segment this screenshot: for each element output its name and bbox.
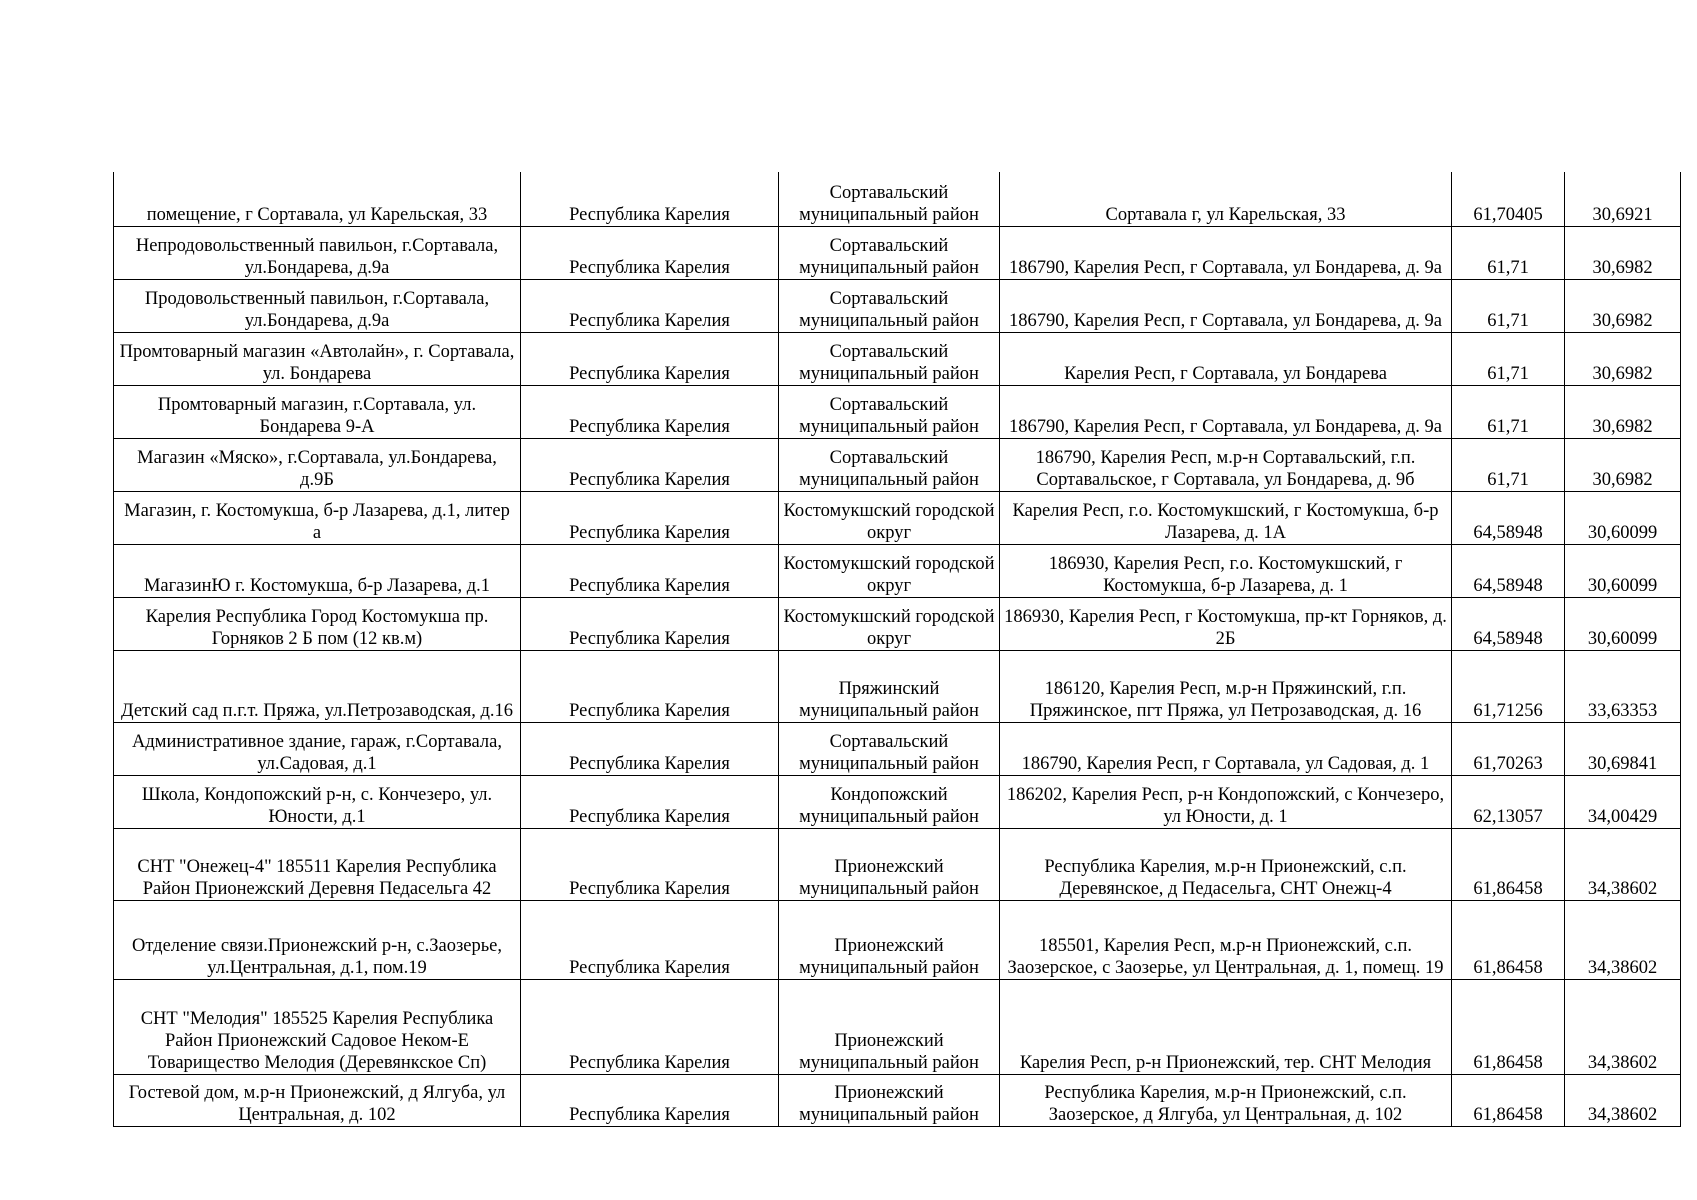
region-cell: Республика Карелия (521, 1074, 779, 1126)
address-cell: 186790, Карелия Респ, г Сортавала, ул Бондарева, д. 9а (1000, 226, 1452, 279)
object-name-cell: Школа, Кондопожский р-н, с. Кончезеро, ул. Юности, д.1 (114, 775, 521, 828)
longitude-cell: 34,00429 (1565, 775, 1681, 828)
region-cell: Республика Карелия (521, 438, 779, 491)
longitude-cell: 30,60099 (1565, 544, 1681, 597)
address-cell: Карелия Респ, р-н Прионежский, тер. СНТ Мелодия (1000, 979, 1452, 1074)
latitude-cell: 61,71 (1452, 438, 1565, 491)
region-cell: Республика Карелия (521, 544, 779, 597)
longitude-cell: 34,38602 (1565, 979, 1681, 1074)
latitude-cell: 64,58948 (1452, 491, 1565, 544)
table-row (114, 172, 1681, 226)
table-row (114, 438, 1681, 491)
object-name-cell: Продовольственный павильон, г.Сортавала, ул.Бондарева, д.9а (114, 279, 521, 332)
longitude-cell: 33,63353 (1565, 650, 1681, 722)
region-cell: Республика Карелия (521, 597, 779, 650)
district-cell: Сортавальский муниципальный район (779, 172, 1000, 226)
object-name-cell: Непродовольственный павильон, г.Сортавала, ул.Бондарева, д.9а (114, 226, 521, 279)
longitude-cell: 30,6982 (1565, 438, 1681, 491)
object-name-cell: Магазин, г. Костомукша, б-р Лазарева, д.1, литер а (114, 491, 521, 544)
table-row (114, 828, 1681, 900)
latitude-cell: 61,70405 (1452, 172, 1565, 226)
table-row (114, 650, 1681, 722)
latitude-cell: 61,71 (1452, 279, 1565, 332)
table-row (114, 979, 1681, 1074)
longitude-cell: 30,6982 (1565, 385, 1681, 438)
longitude-cell: 30,6982 (1565, 279, 1681, 332)
district-cell: Кондопожский муниципальный район (779, 775, 1000, 828)
region-cell: Республика Карелия (521, 226, 779, 279)
region-cell: Республика Карелия (521, 172, 779, 226)
latitude-cell: 61,86458 (1452, 1074, 1565, 1126)
longitude-cell: 34,38602 (1565, 828, 1681, 900)
table-row (114, 544, 1681, 597)
address-cell: 186790, Карелия Респ, г Сортавала, ул Бондарева, д. 9а (1000, 385, 1452, 438)
object-name-cell: СНТ "Мелодия" 185525 Карелия Республика Район Прионежский Садовое Неком-Е Товарищество Мелодия (Деревянкское Сп) (114, 979, 521, 1074)
district-cell: Сортавальский муниципальный район (779, 722, 1000, 775)
longitude-cell: 30,60099 (1565, 491, 1681, 544)
address-cell: 186790, Карелия Респ, г Сортавала, ул Садовая, д. 1 (1000, 722, 1452, 775)
district-cell: Сортавальский муниципальный район (779, 385, 1000, 438)
latitude-cell: 61,71 (1452, 226, 1565, 279)
object-name-cell: Промтоварный магазин «Автолайн», г. Сортавала, ул. Бондарева (114, 332, 521, 385)
latitude-cell: 62,13057 (1452, 775, 1565, 828)
address-cell: 186930, Карелия Респ, г Костомукша, пр-кт Горняков, д. 2Б (1000, 597, 1452, 650)
district-cell: Костомукшский городской округ (779, 491, 1000, 544)
longitude-cell: 30,69841 (1565, 722, 1681, 775)
address-cell: 186790, Карелия Респ, г Сортавала, ул Бондарева, д. 9а (1000, 279, 1452, 332)
latitude-cell: 61,71256 (1452, 650, 1565, 722)
district-cell: Прионежский муниципальный район (779, 828, 1000, 900)
object-name-cell: Карелия Республика Город Костомукша пр. Горняков 2 Б пом (12 кв.м) (114, 597, 521, 650)
district-cell: Пряжинский муниципальный район (779, 650, 1000, 722)
address-cell: 186120, Карелия Респ, м.р-н Пряжинский, г.п. Пряжинское, пгт Пряжа, ул Петрозаводская, д. 16 (1000, 650, 1452, 722)
region-cell: Республика Карелия (521, 828, 779, 900)
region-cell: Республика Карелия (521, 979, 779, 1074)
longitude-cell: 30,6921 (1565, 172, 1681, 226)
district-cell: Костомукшский городской округ (779, 597, 1000, 650)
district-cell: Прионежский муниципальный район (779, 900, 1000, 979)
region-cell: Республика Карелия (521, 650, 779, 722)
addresses-table (113, 172, 1681, 1127)
address-cell: 186202, Карелия Респ, р-н Кондопожский, с Кончезеро, ул Юности, д. 1 (1000, 775, 1452, 828)
district-cell: Сортавальский муниципальный район (779, 332, 1000, 385)
table-body (114, 172, 1681, 1126)
object-name-cell: Магазин «Мяско», г.Сортавала, ул.Бондарева, д.9Б (114, 438, 521, 491)
object-name-cell: Промтоварный магазин, г.Сортавала, ул. Бондарева 9-А (114, 385, 521, 438)
object-name-cell: СНТ "Онежец-4" 185511 Карелия Республика Район Прионежский Деревня Педасельга 42 (114, 828, 521, 900)
table-row (114, 597, 1681, 650)
longitude-cell: 30,6982 (1565, 226, 1681, 279)
object-name-cell: МагазинЮ г. Костомукша, б-р Лазарева, д.1 (114, 544, 521, 597)
object-name-cell: помещение, г Сортавала, ул Карельская, 33 (114, 172, 521, 226)
table-row (114, 332, 1681, 385)
region-cell: Республика Карелия (521, 491, 779, 544)
object-name-cell: Отделение связи.Прионежский р-н, с.Заозерье, ул.Центральная, д.1, пом.19 (114, 900, 521, 979)
district-cell: Прионежский муниципальный район (779, 1074, 1000, 1126)
region-cell: Республика Карелия (521, 900, 779, 979)
address-cell: Республика Карелия, м.р-н Прионежский, с.п. Деревянское, д Педасельга, СНТ Онежц-4 (1000, 828, 1452, 900)
longitude-cell: 30,6982 (1565, 332, 1681, 385)
object-name-cell: Детский сад п.г.т. Пряжа, ул.Петрозаводская, д.16 (114, 650, 521, 722)
district-cell: Костомукшский городской округ (779, 544, 1000, 597)
region-cell: Республика Карелия (521, 279, 779, 332)
region-cell: Республика Карелия (521, 332, 779, 385)
latitude-cell: 61,71 (1452, 385, 1565, 438)
region-cell: Республика Карелия (521, 722, 779, 775)
table-row (114, 385, 1681, 438)
table-row (114, 722, 1681, 775)
address-cell: 186790, Карелия Респ, м.р-н Сортавальский, г.п. Сортавальское, г Сортавала, ул Бондарева, д. 9б (1000, 438, 1452, 491)
address-cell: 185501, Карелия Респ, м.р-н Прионежский, с.п. Заозерское, с Заозерье, ул Центральная, д. 1, помещ. 19 (1000, 900, 1452, 979)
table-row (114, 900, 1681, 979)
table-row (114, 226, 1681, 279)
longitude-cell: 34,38602 (1565, 1074, 1681, 1126)
address-cell: Карелия Респ, г Сортавала, ул Бондарева (1000, 332, 1452, 385)
longitude-cell: 30,60099 (1565, 597, 1681, 650)
district-cell: Прионежский муниципальный район (779, 979, 1000, 1074)
table-row (114, 775, 1681, 828)
table-row (114, 1074, 1681, 1126)
address-cell: Сортавала г, ул Карельская, 33 (1000, 172, 1452, 226)
address-cell: Республика Карелия, м.р-н Прионежский, с.п. Заозерское, д Ялгуба, ул Центральная, д. 102 (1000, 1074, 1452, 1126)
address-cell: 186930, Карелия Респ, г.о. Костомукшский, г Костомукша, б-р Лазарева, д. 1 (1000, 544, 1452, 597)
district-cell: Сортавальский муниципальный район (779, 226, 1000, 279)
latitude-cell: 61,70263 (1452, 722, 1565, 775)
object-name-cell: Гостевой дом, м.р-н Прионежский, д Ялгуба, ул Центральная, д. 102 (114, 1074, 521, 1126)
region-cell: Республика Карелия (521, 775, 779, 828)
table-row (114, 279, 1681, 332)
district-cell: Сортавальский муниципальный район (779, 279, 1000, 332)
latitude-cell: 61,86458 (1452, 979, 1565, 1074)
region-cell: Республика Карелия (521, 385, 779, 438)
latitude-cell: 61,86458 (1452, 900, 1565, 979)
latitude-cell: 64,58948 (1452, 544, 1565, 597)
district-cell: Сортавальский муниципальный район (779, 438, 1000, 491)
longitude-cell: 34,38602 (1565, 900, 1681, 979)
latitude-cell: 61,86458 (1452, 828, 1565, 900)
table-row (114, 491, 1681, 544)
latitude-cell: 61,71 (1452, 332, 1565, 385)
object-name-cell: Административное здание, гараж, г.Сортавала, ул.Садовая, д.1 (114, 722, 521, 775)
address-cell: Карелия Респ, г.о. Костомукшский, г Костомукша, б-р Лазарева, д. 1А (1000, 491, 1452, 544)
latitude-cell: 64,58948 (1452, 597, 1565, 650)
